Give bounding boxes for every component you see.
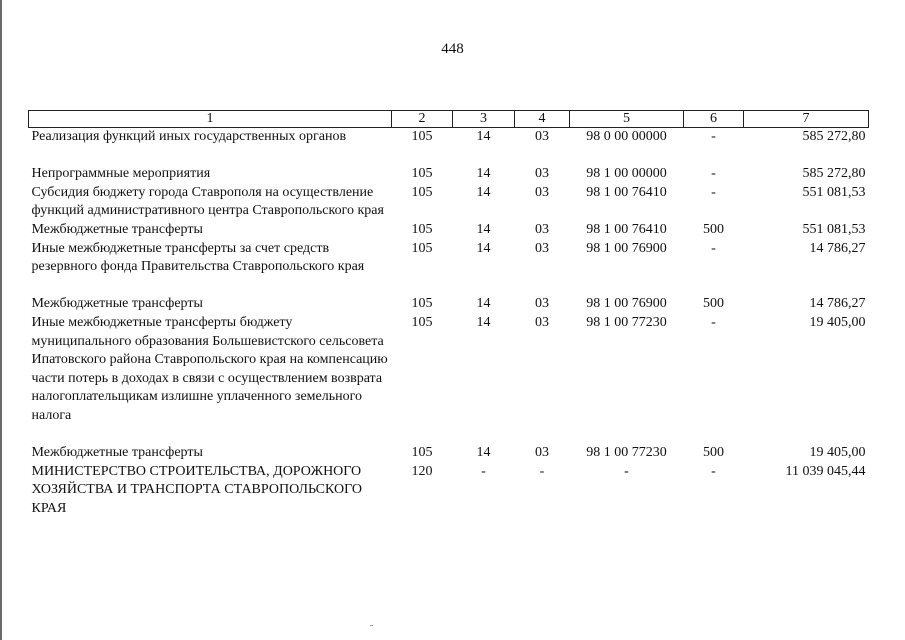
row-spacer [29,426,869,445]
row-section: 14 [476,240,491,256]
row-sum: 14 786,27 [809,240,866,256]
row-spacer-cell [29,147,869,166]
header-col-6: 6 [684,111,744,128]
budget-table [28,110,869,518]
row-sum: 585 272,80 [802,129,866,144]
row-subsection: 03 [535,240,549,256]
row-section: 14 [476,184,491,200]
row-target-article: 98 1 00 76410 [586,221,667,237]
table-row [29,184,869,221]
row-subsection: 03 [535,314,549,330]
row-target-article: 98 1 00 77230 [586,314,667,330]
row-code: 105 [411,166,433,182]
header-col-3: 3 [453,111,515,128]
row-expense-type: - [711,129,716,144]
row-section: 14 [476,445,491,461]
header-col-7: 7 [744,111,869,128]
row-expense-type: - [711,314,716,330]
row-subsection: 03 [535,221,549,237]
header-col-1: 1 [29,111,392,128]
row-spacer [29,147,869,166]
row-name: Субсидия бюджету города Ставрополя на осуществление функций административного центра Ставропольского края [31,184,384,219]
row-code: 105 [411,129,433,144]
row-target-article: - [624,463,629,479]
table-header-row [29,111,869,128]
row-subsection: 03 [535,129,549,144]
row-target-article: 98 1 00 77230 [586,445,667,461]
row-expense-type: - [711,166,716,182]
row-sum: 19 405,00 [809,445,866,461]
row-name: Иные межбюджетные трансферты за счет средств резервного фонда Правительства Ставропольского края [31,240,365,275]
row-section: 14 [476,296,491,312]
row-sum: 14 786,27 [809,296,866,312]
row-spacer-cell [29,277,869,296]
scan-mark [370,625,373,626]
table-row [29,221,869,240]
row-expense-type: - [711,240,716,256]
row-expense-type: - [711,184,716,200]
table-row [29,165,869,184]
row-target-article: 98 1 00 76900 [586,240,667,256]
row-code: 105 [411,184,433,200]
table-row [29,295,869,314]
row-code: 120 [411,463,433,479]
table-row [29,314,869,426]
row-name: Межбюджетные трансферты [31,221,203,237]
row-code: 105 [411,240,433,256]
row-target-article: 98 0 00 00000 [586,129,667,144]
row-code: 105 [411,221,433,237]
row-expense-type: 500 [703,296,724,312]
row-subsection: 03 [535,445,549,461]
table-row [29,463,869,519]
row-sum: 19 405,00 [809,314,866,330]
row-code: 105 [411,296,433,312]
header-col-4: 4 [515,111,570,128]
row-section: 14 [476,221,491,237]
row-target-article: 98 1 00 76410 [586,184,667,200]
row-name: Непрограммные мероприятия [31,166,211,182]
row-spacer [29,277,869,296]
row-expense-type: 500 [703,221,724,237]
row-subsection: 03 [535,166,549,182]
row-name: Иные межбюджетные трансферты бюджету муниципального образования Большевистского сельсовета Ипатовского района Ставропольского края на компенсацию части потерь в доходах в связи с осуществлением возврата налогоплательщикам излишне уплаченного земельного налога [31,314,388,423]
table-row [29,240,869,277]
page-left-edge [0,0,2,640]
row-spacer-cell [29,426,869,445]
row-subsection: - [539,463,545,479]
row-section: - [481,463,486,479]
row-sum: 551 081,53 [802,184,866,200]
row-code: 105 [411,314,433,330]
row-name: МИНИСТЕРСТВО СТРОИТЕЛЬСТВА, ДОРОЖНОГО ХОЗЯЙСТВА И ТРАНСПОРТА СТАВРОПОЛЬСКОГО КРАЯ [31,463,362,516]
table-body [29,128,869,519]
row-expense-type: - [711,463,716,479]
row-target-article: 98 1 00 00000 [586,166,667,182]
row-expense-type: 500 [703,445,724,461]
row-section: 14 [476,166,491,182]
row-name: Межбюджетные трансферты [31,445,203,461]
header-col-5: 5 [570,111,684,128]
row-subsection: 03 [535,296,549,312]
row-name: Реализация функций иных государственных органов [31,129,347,144]
row-sum: 551 081,53 [802,221,866,237]
row-section: 14 [476,129,491,144]
header-col-2: 2 [392,111,453,128]
table-row [29,128,869,147]
row-code: 105 [411,445,433,461]
row-name: Межбюджетные трансферты [31,296,203,312]
row-section: 14 [476,314,491,330]
table-row [29,444,869,463]
row-target-article: 98 1 00 76900 [586,296,667,312]
row-subsection: 03 [535,184,549,200]
row-sum: 585 272,80 [802,166,866,182]
page-number: 448 [441,41,464,57]
row-sum: 11 039 045,44 [785,463,866,479]
